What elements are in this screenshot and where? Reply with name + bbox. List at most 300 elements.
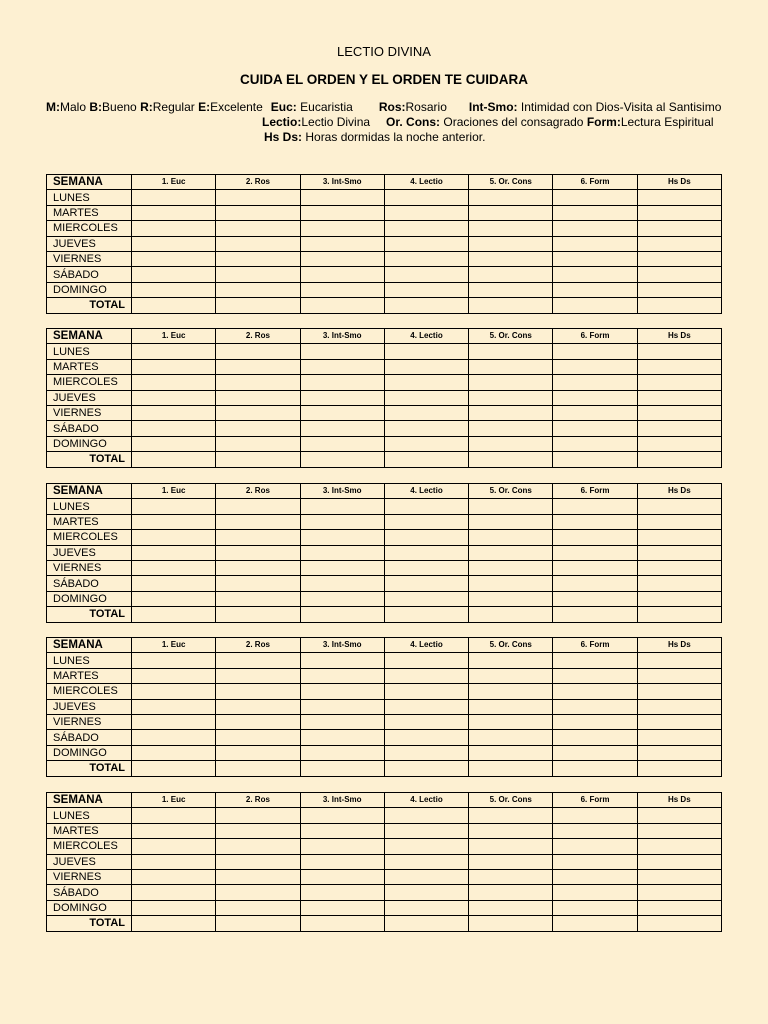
score-cell[interactable] bbox=[384, 436, 468, 451]
score-cell[interactable] bbox=[216, 390, 300, 405]
total-cell[interactable] bbox=[300, 916, 384, 931]
score-cell[interactable] bbox=[553, 205, 637, 220]
score-cell[interactable] bbox=[469, 421, 553, 436]
day-label: LUNES bbox=[47, 653, 132, 668]
score-cell[interactable] bbox=[384, 560, 468, 575]
score-cell[interactable] bbox=[300, 854, 384, 869]
total-cell[interactable] bbox=[637, 607, 721, 622]
score-cell[interactable] bbox=[469, 436, 553, 451]
score-cell[interactable] bbox=[637, 808, 721, 823]
score-cell[interactable] bbox=[300, 530, 384, 545]
score-cell[interactable] bbox=[469, 359, 553, 374]
total-cell[interactable] bbox=[553, 452, 637, 467]
score-cell[interactable] bbox=[637, 730, 721, 745]
score-cell[interactable] bbox=[132, 344, 216, 359]
score-cell[interactable] bbox=[132, 282, 216, 297]
score-cell[interactable] bbox=[469, 668, 553, 683]
score-cell[interactable] bbox=[384, 900, 468, 915]
score-cell[interactable] bbox=[469, 885, 553, 900]
total-cell[interactable] bbox=[216, 607, 300, 622]
score-cell[interactable] bbox=[637, 267, 721, 282]
total-cell[interactable] bbox=[300, 452, 384, 467]
score-cell[interactable] bbox=[469, 591, 553, 606]
score-cell[interactable] bbox=[553, 699, 637, 714]
score-cell[interactable] bbox=[637, 405, 721, 420]
score-cell[interactable] bbox=[553, 499, 637, 514]
table-row bbox=[47, 221, 722, 236]
score-cell[interactable] bbox=[216, 869, 300, 884]
score-cell[interactable] bbox=[384, 344, 468, 359]
score-cell[interactable] bbox=[216, 375, 300, 390]
score-cell[interactable] bbox=[637, 221, 721, 236]
total-cell[interactable] bbox=[637, 761, 721, 776]
week-table bbox=[46, 637, 722, 777]
score-cell[interactable] bbox=[132, 251, 216, 266]
score-cell[interactable] bbox=[553, 839, 637, 854]
score-cell[interactable] bbox=[384, 530, 468, 545]
score-cell[interactable] bbox=[132, 699, 216, 714]
score-cell[interactable] bbox=[300, 545, 384, 560]
total-cell[interactable] bbox=[469, 452, 553, 467]
total-cell[interactable] bbox=[553, 607, 637, 622]
score-cell[interactable] bbox=[384, 514, 468, 529]
legend-value: Eucaristia bbox=[296, 100, 353, 114]
total-cell[interactable] bbox=[553, 916, 637, 931]
semana-header: SEMANA bbox=[47, 484, 132, 499]
score-cell[interactable] bbox=[300, 591, 384, 606]
score-cell[interactable] bbox=[637, 823, 721, 838]
score-cell[interactable] bbox=[553, 684, 637, 699]
score-cell[interactable] bbox=[637, 499, 721, 514]
score-cell[interactable] bbox=[300, 699, 384, 714]
score-cell[interactable] bbox=[637, 900, 721, 915]
score-cell[interactable] bbox=[384, 405, 468, 420]
score-cell[interactable] bbox=[132, 421, 216, 436]
score-cell[interactable] bbox=[132, 823, 216, 838]
score-cell[interactable] bbox=[216, 421, 300, 436]
score-cell[interactable] bbox=[637, 576, 721, 591]
score-cell[interactable] bbox=[132, 745, 216, 760]
score-cell[interactable] bbox=[216, 653, 300, 668]
score-cell[interactable] bbox=[132, 390, 216, 405]
score-cell[interactable] bbox=[469, 344, 553, 359]
score-cell[interactable] bbox=[132, 359, 216, 374]
score-cell[interactable] bbox=[132, 668, 216, 683]
score-cell[interactable] bbox=[469, 839, 553, 854]
score-cell[interactable] bbox=[384, 699, 468, 714]
score-cell[interactable] bbox=[637, 251, 721, 266]
legend-value: Lectura Espiritual bbox=[620, 115, 714, 129]
score-cell[interactable] bbox=[216, 900, 300, 915]
total-cell[interactable] bbox=[216, 452, 300, 467]
score-cell[interactable] bbox=[384, 359, 468, 374]
score-cell[interactable] bbox=[637, 653, 721, 668]
total-cell[interactable] bbox=[553, 761, 637, 776]
table-row bbox=[47, 839, 722, 854]
score-cell[interactable] bbox=[553, 745, 637, 760]
score-cell[interactable] bbox=[132, 205, 216, 220]
score-cell[interactable] bbox=[469, 390, 553, 405]
score-cell[interactable] bbox=[132, 684, 216, 699]
score-cell[interactable] bbox=[216, 668, 300, 683]
score-cell[interactable] bbox=[384, 282, 468, 297]
total-cell[interactable] bbox=[469, 761, 553, 776]
score-cell[interactable] bbox=[216, 344, 300, 359]
total-cell[interactable] bbox=[216, 916, 300, 931]
score-cell[interactable] bbox=[300, 839, 384, 854]
score-cell[interactable] bbox=[637, 714, 721, 729]
score-cell[interactable] bbox=[216, 714, 300, 729]
score-cell[interactable] bbox=[384, 221, 468, 236]
score-cell[interactable] bbox=[384, 576, 468, 591]
legend-key: Or. Cons: bbox=[386, 115, 441, 129]
score-cell[interactable] bbox=[132, 653, 216, 668]
total-cell[interactable] bbox=[132, 916, 216, 931]
score-cell[interactable] bbox=[637, 190, 721, 205]
score-cell[interactable] bbox=[553, 730, 637, 745]
score-cell[interactable] bbox=[216, 359, 300, 374]
score-cell[interactable] bbox=[300, 668, 384, 683]
score-cell[interactable] bbox=[637, 885, 721, 900]
score-cell[interactable] bbox=[384, 808, 468, 823]
score-cell[interactable] bbox=[553, 653, 637, 668]
score-cell[interactable] bbox=[300, 885, 384, 900]
score-cell[interactable] bbox=[216, 205, 300, 220]
score-cell[interactable] bbox=[637, 545, 721, 560]
score-cell[interactable] bbox=[469, 745, 553, 760]
total-cell[interactable] bbox=[637, 916, 721, 931]
column-header: 6. Form bbox=[553, 329, 637, 344]
score-cell[interactable] bbox=[384, 267, 468, 282]
total-cell[interactable] bbox=[300, 761, 384, 776]
score-cell[interactable] bbox=[469, 560, 553, 575]
score-cell[interactable] bbox=[216, 808, 300, 823]
score-cell[interactable] bbox=[637, 359, 721, 374]
score-cell[interactable] bbox=[469, 499, 553, 514]
table-row bbox=[47, 653, 722, 668]
score-cell[interactable] bbox=[469, 684, 553, 699]
score-cell[interactable] bbox=[132, 885, 216, 900]
score-cell[interactable] bbox=[637, 591, 721, 606]
total-cell[interactable] bbox=[216, 761, 300, 776]
score-cell[interactable] bbox=[553, 808, 637, 823]
score-cell[interactable] bbox=[637, 205, 721, 220]
score-cell[interactable] bbox=[469, 282, 553, 297]
score-cell[interactable] bbox=[300, 282, 384, 297]
score-cell[interactable] bbox=[469, 514, 553, 529]
score-cell[interactable] bbox=[384, 236, 468, 251]
score-cell[interactable] bbox=[553, 514, 637, 529]
score-cell[interactable] bbox=[132, 267, 216, 282]
score-cell[interactable] bbox=[384, 668, 468, 683]
total-cell[interactable] bbox=[637, 452, 721, 467]
score-cell[interactable] bbox=[216, 251, 300, 266]
score-cell[interactable] bbox=[132, 190, 216, 205]
score-cell[interactable] bbox=[553, 854, 637, 869]
score-cell[interactable] bbox=[637, 236, 721, 251]
score-cell[interactable] bbox=[216, 267, 300, 282]
score-cell[interactable] bbox=[553, 251, 637, 266]
score-cell[interactable] bbox=[216, 699, 300, 714]
total-cell[interactable] bbox=[384, 761, 468, 776]
score-cell[interactable] bbox=[132, 730, 216, 745]
score-cell[interactable] bbox=[132, 576, 216, 591]
table-header-row bbox=[47, 329, 722, 344]
score-cell[interactable] bbox=[469, 545, 553, 560]
score-cell[interactable] bbox=[553, 436, 637, 451]
score-cell[interactable] bbox=[469, 221, 553, 236]
score-cell[interactable] bbox=[216, 514, 300, 529]
score-cell[interactable] bbox=[637, 344, 721, 359]
score-cell[interactable] bbox=[132, 900, 216, 915]
total-cell[interactable] bbox=[132, 452, 216, 467]
score-cell[interactable] bbox=[637, 514, 721, 529]
score-cell[interactable] bbox=[553, 545, 637, 560]
score-cell[interactable] bbox=[384, 684, 468, 699]
score-cell[interactable] bbox=[553, 421, 637, 436]
score-cell[interactable] bbox=[300, 808, 384, 823]
score-cell[interactable] bbox=[216, 221, 300, 236]
score-cell[interactable] bbox=[300, 684, 384, 699]
score-cell[interactable] bbox=[384, 205, 468, 220]
score-cell[interactable] bbox=[132, 236, 216, 251]
score-cell[interactable] bbox=[384, 421, 468, 436]
score-cell[interactable] bbox=[216, 190, 300, 205]
score-cell[interactable] bbox=[637, 839, 721, 854]
score-cell[interactable] bbox=[384, 854, 468, 869]
score-cell[interactable] bbox=[300, 375, 384, 390]
score-cell[interactable] bbox=[553, 576, 637, 591]
total-cell[interactable] bbox=[300, 298, 384, 313]
score-cell[interactable] bbox=[553, 405, 637, 420]
score-cell[interactable] bbox=[132, 808, 216, 823]
score-cell[interactable] bbox=[300, 514, 384, 529]
score-cell[interactable] bbox=[300, 745, 384, 760]
score-cell[interactable] bbox=[300, 359, 384, 374]
score-cell[interactable] bbox=[216, 745, 300, 760]
score-cell[interactable] bbox=[132, 854, 216, 869]
score-cell[interactable] bbox=[553, 530, 637, 545]
score-cell[interactable] bbox=[384, 591, 468, 606]
total-cell[interactable] bbox=[384, 298, 468, 313]
score-cell[interactable] bbox=[300, 267, 384, 282]
score-cell[interactable] bbox=[469, 405, 553, 420]
score-cell[interactable] bbox=[384, 745, 468, 760]
score-cell[interactable] bbox=[469, 576, 553, 591]
score-cell[interactable] bbox=[216, 530, 300, 545]
score-cell[interactable] bbox=[216, 591, 300, 606]
score-cell[interactable] bbox=[637, 530, 721, 545]
total-cell[interactable] bbox=[132, 607, 216, 622]
score-cell[interactable] bbox=[384, 190, 468, 205]
total-cell[interactable] bbox=[384, 607, 468, 622]
score-cell[interactable] bbox=[469, 854, 553, 869]
score-cell[interactable] bbox=[216, 236, 300, 251]
score-cell[interactable] bbox=[384, 251, 468, 266]
score-cell[interactable] bbox=[300, 869, 384, 884]
score-cell[interactable] bbox=[216, 885, 300, 900]
score-cell[interactable] bbox=[469, 653, 553, 668]
score-cell[interactable] bbox=[132, 530, 216, 545]
score-cell[interactable] bbox=[384, 653, 468, 668]
score-cell[interactable] bbox=[553, 221, 637, 236]
score-cell[interactable] bbox=[637, 421, 721, 436]
score-cell[interactable] bbox=[384, 499, 468, 514]
score-cell[interactable] bbox=[469, 205, 553, 220]
score-cell[interactable] bbox=[637, 684, 721, 699]
score-cell[interactable] bbox=[132, 591, 216, 606]
score-cell[interactable] bbox=[300, 900, 384, 915]
legend-line-1 bbox=[46, 100, 721, 114]
score-cell[interactable] bbox=[384, 390, 468, 405]
score-cell[interactable] bbox=[300, 823, 384, 838]
table-row bbox=[47, 714, 722, 729]
score-cell[interactable] bbox=[553, 560, 637, 575]
score-cell[interactable] bbox=[132, 499, 216, 514]
total-cell[interactable] bbox=[469, 298, 553, 313]
score-cell[interactable] bbox=[384, 545, 468, 560]
score-cell[interactable] bbox=[384, 714, 468, 729]
score-cell[interactable] bbox=[132, 405, 216, 420]
score-cell[interactable] bbox=[553, 190, 637, 205]
score-cell[interactable] bbox=[469, 714, 553, 729]
score-cell[interactable] bbox=[216, 545, 300, 560]
score-cell[interactable] bbox=[132, 221, 216, 236]
score-cell[interactable] bbox=[132, 514, 216, 529]
score-cell[interactable] bbox=[132, 436, 216, 451]
total-cell[interactable] bbox=[132, 761, 216, 776]
score-cell[interactable] bbox=[469, 530, 553, 545]
score-cell[interactable] bbox=[384, 839, 468, 854]
score-cell[interactable] bbox=[300, 405, 384, 420]
total-cell[interactable] bbox=[469, 916, 553, 931]
score-cell[interactable] bbox=[132, 560, 216, 575]
score-cell[interactable] bbox=[637, 560, 721, 575]
score-cell[interactable] bbox=[300, 560, 384, 575]
score-cell[interactable] bbox=[469, 869, 553, 884]
score-cell[interactable] bbox=[300, 390, 384, 405]
score-cell[interactable] bbox=[637, 375, 721, 390]
total-cell[interactable] bbox=[469, 607, 553, 622]
score-cell[interactable] bbox=[553, 900, 637, 915]
score-cell[interactable] bbox=[553, 375, 637, 390]
score-cell[interactable] bbox=[469, 267, 553, 282]
score-cell[interactable] bbox=[553, 236, 637, 251]
total-cell[interactable] bbox=[300, 607, 384, 622]
score-cell[interactable] bbox=[216, 436, 300, 451]
score-cell[interactable] bbox=[553, 359, 637, 374]
score-cell[interactable] bbox=[300, 714, 384, 729]
score-cell[interactable] bbox=[216, 839, 300, 854]
score-cell[interactable] bbox=[216, 560, 300, 575]
score-cell[interactable] bbox=[132, 869, 216, 884]
score-cell[interactable] bbox=[469, 699, 553, 714]
score-cell[interactable] bbox=[132, 714, 216, 729]
score-cell[interactable] bbox=[469, 375, 553, 390]
score-cell[interactable] bbox=[300, 436, 384, 451]
table-row bbox=[47, 900, 722, 915]
score-cell[interactable] bbox=[216, 854, 300, 869]
total-cell[interactable] bbox=[384, 916, 468, 931]
score-cell[interactable] bbox=[216, 730, 300, 745]
score-cell[interactable] bbox=[300, 236, 384, 251]
score-cell[interactable] bbox=[300, 251, 384, 266]
day-label: SÁBADO bbox=[47, 576, 132, 591]
score-cell[interactable] bbox=[384, 823, 468, 838]
legend-key: R: bbox=[140, 100, 153, 114]
score-cell[interactable] bbox=[216, 576, 300, 591]
score-cell[interactable] bbox=[469, 251, 553, 266]
score-cell[interactable] bbox=[216, 499, 300, 514]
score-cell[interactable] bbox=[469, 808, 553, 823]
score-cell[interactable] bbox=[300, 344, 384, 359]
score-cell[interactable] bbox=[300, 653, 384, 668]
score-cell[interactable] bbox=[553, 282, 637, 297]
score-cell[interactable] bbox=[637, 668, 721, 683]
score-cell[interactable] bbox=[469, 190, 553, 205]
score-cell[interactable] bbox=[384, 730, 468, 745]
score-cell[interactable] bbox=[300, 499, 384, 514]
score-cell[interactable] bbox=[216, 823, 300, 838]
score-cell[interactable] bbox=[553, 591, 637, 606]
score-cell[interactable] bbox=[132, 839, 216, 854]
score-cell[interactable] bbox=[216, 405, 300, 420]
score-cell[interactable] bbox=[553, 885, 637, 900]
score-cell[interactable] bbox=[637, 699, 721, 714]
score-cell[interactable] bbox=[637, 436, 721, 451]
score-cell[interactable] bbox=[300, 576, 384, 591]
total-cell[interactable] bbox=[553, 298, 637, 313]
score-cell[interactable] bbox=[553, 869, 637, 884]
score-cell[interactable] bbox=[637, 745, 721, 760]
score-cell[interactable] bbox=[637, 282, 721, 297]
score-cell[interactable] bbox=[216, 684, 300, 699]
score-cell[interactable] bbox=[553, 344, 637, 359]
score-cell[interactable] bbox=[300, 730, 384, 745]
score-cell[interactable] bbox=[384, 375, 468, 390]
score-cell[interactable] bbox=[469, 823, 553, 838]
score-cell[interactable] bbox=[637, 390, 721, 405]
score-cell[interactable] bbox=[132, 375, 216, 390]
score-cell[interactable] bbox=[637, 869, 721, 884]
score-cell[interactable] bbox=[553, 668, 637, 683]
score-cell[interactable] bbox=[469, 236, 553, 251]
score-cell[interactable] bbox=[384, 885, 468, 900]
score-cell[interactable] bbox=[637, 854, 721, 869]
score-cell[interactable] bbox=[469, 730, 553, 745]
score-cell[interactable] bbox=[553, 823, 637, 838]
column-header: Hs Ds bbox=[637, 329, 721, 344]
score-cell[interactable] bbox=[300, 221, 384, 236]
score-cell[interactable] bbox=[300, 205, 384, 220]
score-cell[interactable] bbox=[300, 421, 384, 436]
week-table bbox=[46, 328, 722, 468]
total-cell[interactable] bbox=[637, 298, 721, 313]
total-cell[interactable] bbox=[384, 452, 468, 467]
column-header: Hs Ds bbox=[637, 638, 721, 653]
score-cell[interactable] bbox=[132, 545, 216, 560]
total-cell[interactable] bbox=[132, 298, 216, 313]
table-row bbox=[47, 375, 722, 390]
score-cell[interactable] bbox=[553, 267, 637, 282]
score-cell[interactable] bbox=[553, 714, 637, 729]
total-cell[interactable] bbox=[216, 298, 300, 313]
score-cell[interactable] bbox=[216, 282, 300, 297]
score-cell[interactable] bbox=[469, 900, 553, 915]
score-cell[interactable] bbox=[384, 869, 468, 884]
score-cell[interactable] bbox=[553, 390, 637, 405]
score-cell[interactable] bbox=[300, 190, 384, 205]
